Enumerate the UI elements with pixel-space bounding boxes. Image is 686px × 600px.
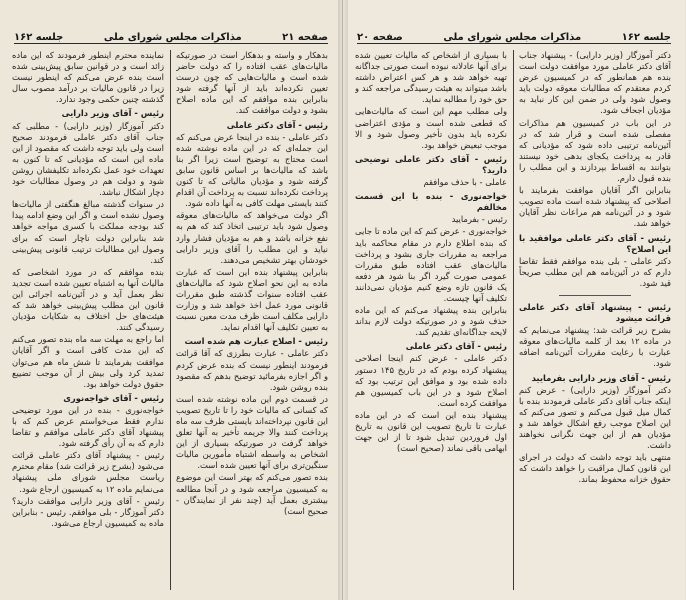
left-page-number: صفحه ۲۱	[282, 32, 328, 43]
speaker-line: رئیس - آقای دکتر عاملی	[405, 341, 507, 352]
speaker-line: رئیس - آقای دکتر عاملی توضیحی دارید؟	[355, 153, 507, 175]
speaker-line: خواجه‌نوری - بنده با این قسمت مخالفم	[355, 191, 507, 213]
paragraph: دکتر آموزگار (وزیر دارایی) - پیشنهاد جناب آقای دکتر عاملی مورد موافقت دولت است بنده هم همانطور که در کمیسیون عرض کردم معتقدم که مطالبات معوقه دولت باید وصول شود ولی در ضمن این کار نباید به مؤدیان اجحاف شود.	[519, 50, 671, 116]
paragraph: بنابراین پیشنهاد بنده این است که عبارت ماده به این نحو اصلاح شود که مالیات‌های عقب افتاده سنوات گذشته طبق مقررات قانونی مورد عمل اخذ خواهد شد و وزارت دارایی مکلف است ظرف مدت معین نسبت به تعیین تکلیف آنها اقدام نماید.	[176, 266, 328, 333]
right-page-session: جلسه ۱۶۲	[621, 32, 671, 43]
paragraph: رئیس - آقای وزیر دارایی موافقت دارید؟ دکتر آموزگار - بلی موافقم. رئیس - بنابراین ماده به کمیسیون ارجاع می‌شود.	[12, 495, 164, 528]
book-gutter	[338, 0, 348, 600]
paragraph: دکتر عاملی - بلی بنده موافقم فقط تقاضا دارم که در آئین‌نامه هم این مطلب صریحاً قید شود.	[519, 255, 671, 288]
paragraph: بشرح زیر قرائت شد: پیشنهاد می‌نمایم که در ماده ۱۲ بعد از کلمه مالیات‌های معوقه عبارت با رعایت مقررات آئین‌نامه اضافه شود.	[519, 325, 671, 369]
paragraph: در قسمت دوم این ماده نوشته شده است که کسانی که مالیات خود را تا تاریخ تصویب این قانون نپرداخته‌اند بایستی ظرف سه ماه پرداخت کنند والا جریمه تأخیر به آنها تعلق خواهد گرفت در صورتیکه بسیاری از این اشخاص به واسطه اشتباه مأمورین مالیات سنگین‌تری برای آنها تعیین شده است.	[176, 393, 328, 471]
paragraph: اما راجع به مهلت سه ماه بنده تصور می‌کنم که این مدت کافی است و اگر آقایان موافقت بفرمایند تا شش ماه هم می‌توان تمدید کرد ولی بیش از آن موجب تضییع حقوق دولت خواهد بود.	[12, 334, 164, 389]
speaker-line: رئیس - آقای دکتر عاملی موافقید با این اصلاح؟	[519, 232, 671, 254]
paragraph: با بسیاری از اشخاص که مالیات تعیین شده برای آنها عادلانه نبوده است صورتی جداگانه تهیه خواهد شد و هر کس اعتراض داشته باشد میتواند به هیئت رسیدگی مراجعه کند و حق خود را مطالبه نماید.	[355, 50, 507, 105]
paragraph: بنابراین اگر آقایان موافقت بفرمایند با اصلاحی که پیشنهاد شده است ماده تصویب شود و در آئین‌نامه هم مراعات نظر آقایان خواهد شد.	[519, 185, 671, 229]
paragraph: در این باب در کمیسیون هم مذاکرات مفصلی شده است و قرار شد که در آئین‌نامه ترتیبی داده شود که مؤدیانی که قادر به پرداخت یکجای بدهی خود نیستند بتوانند به اقساط بپردازند و این مطلب را بنده قبول دارم.	[519, 117, 671, 184]
left-page-header	[14, 27, 328, 44]
paragraph: خواجه‌نوری - عرض کنم که این ماده تا جایی که بنده اطلاع دارم در مقام محاکمه باید مراجعه به مقررات جاری بشود و پرداخت مالیات‌های عقب افتاده طبق مقررات عمومی صورت گیرد اگر بنا شود هر دفعه یک قانون تازه وضع کنیم مؤدیان نمی‌دانند تکلیف آنها چیست.	[355, 226, 507, 303]
left-page-column-divider	[170, 50, 171, 590]
right-page-header	[357, 27, 671, 44]
left-page-column-right	[176, 50, 328, 590]
right-page-number: صفحه ۲۰	[357, 32, 403, 43]
left-page-column-left	[12, 50, 164, 590]
paragraph: عاملی - با حذف موافقم	[423, 177, 507, 188]
paragraph: دکتر عاملی - بنده در اینجا عرض می‌کنم که این جمله‌ای که در این ماده نوشته شده است محتاج به توضیح است زیرا اگر بنا باشد که مالیات‌ها بر اساس قانون سابق گرفته شود و مؤدیان مالیاتی که تا کنون پرداخت نکرده‌اند نسبت به پرداخت آن اقدام کنند بایستی مهلت کافی به آنها داده شود.	[176, 131, 328, 209]
section-separator	[559, 295, 631, 296]
paragraph: دکتر عاملی - عبارت بطرزی که آقا قرائت فرمودند اینطور نیست که بنده عرض کردم و اگر اجازه بفرمائید توضیح بدهم که مقصود بنده روشن شود.	[176, 348, 328, 392]
right-page-title: مذاکرات مجلس شورای ملی	[443, 32, 582, 43]
speaker-line: رئیس - اصلاح عبارت هم شده است	[184, 336, 328, 347]
speaker-line: رئیس - آقای خواجه‌نوری	[63, 392, 164, 403]
right-page-column-right	[519, 50, 671, 590]
right-page	[343, 0, 685, 600]
paragraph: نماینده محترم اینطور فرمودند که این ماده زائد است و در قوانین سابق پیش‌بینی شده است بنده عرض می‌کنم که اینطور نیست زیرا در قانون مالیات بر درآمد مصوب سال گذشته چنین حکمی وجود ندارد.	[12, 50, 164, 105]
paragraph: خواجه‌نوری - بنده در این مورد توضیحی ندارم فقط می‌خواستم عرض کنم که با پیشنهاد آقای دکتر عاملی موافقم و تقاضا دارم که به آن رأی گرفته شود.	[12, 404, 164, 449]
paragraph: بدهکار و واسته و بدهکار است در صورتیکه مالیات‌های عقب افتاده را که دولت حاضر شده است و مالیات‌هایی که چون درست تعیین نکرده‌اند باید از آنها گرفته شود بنابراین بنده موافقم که این ماده اصلاح بشود و دولت موافقت کند.	[176, 50, 328, 116]
right-page-column-divider	[513, 50, 514, 590]
speaker-line: رئیس - آقای وزیر دارایی بفرمایید	[531, 372, 671, 383]
left-page-title: مذاکرات مجلس شورای ملی	[103, 32, 242, 43]
paragraph: دکتر آموزگار (وزیر دارایی) - مطلبی که جناب آقای دکتر عاملی فرمودند صحیح است ولی باید توجه داشت که مقصود از این ماده این است که مؤدیانی که تا کنون به تعهدات خود عمل نکرده‌اند تکلیفشان روشن شود و دولت هم در وصول مطالبات خود دچار اشکال نباشد.	[12, 120, 164, 198]
speaker-line: رئیس - آقای دکتر عاملی	[226, 119, 328, 130]
paragraph: بنده موافقم که در مورد اشخاصی که مالیات آنها به اشتباه تعیین شده است تجدید نظر بعمل آید و در آئین‌نامه اجرائی این قانون این مطلب پیش‌بینی خواهد شد که هیئت‌های حل اختلاف به شکایات مؤدیان رسیدگی کنند.	[12, 266, 164, 333]
paragraph: بنده تصور می‌کنم که بهتر است این موضوع به کمیسیون مراجعه شود و در آنجا مطالعه بیشتری بعمل آید (چند نفر از نمایندگان - صحیح است)	[176, 472, 328, 516]
left-page-session: جلسه ۱۶۲	[14, 32, 64, 43]
paragraph: رئیس - بفرمایید	[451, 214, 507, 225]
paragraph: پیشنهاد بنده این است که در این ماده عبارت تا تاریخ تصویب این قانون به تاریخ اول فروردین تبدیل شود تا از این جهت ابهامی باقی نماند (صحیح است)	[355, 409, 507, 454]
speaker-line: رئیس - پیشنهاد آقای دکتر عاملی قرائت میشود	[519, 301, 671, 324]
paragraph: اگر دولت می‌خواهد که مالیات‌های معوقه وصول شود باید ترتیبی اتخاذ کند که هم به نفع خزانه باشد و هم به مؤدیان فشار وارد نیاید و این مطلب را آقای وزیر دارایی خودشان بهتر تشخیص می‌دهند.	[176, 210, 328, 265]
paragraph: رئیس - پیشنهاد آقای دکتر عاملی قرائت می‌شود (بشرح زیر قرائت شد) مقام محترم ریاست مجلس شورای ملی پیشنهاد می‌نمایم ماده ۱۲ به کمیسیون ارجاع شود.	[12, 450, 164, 494]
paragraph: ولی مطلب مهم این است که مالیات‌هایی که قطعی شده است و مؤدی اعتراضی نکرده باید بدون تأخیر وصول شود و الا موجب تبعیض خواهد بود.	[355, 106, 507, 150]
paragraph: در سنوات گذشته مبالغ هنگفتی از مالیات‌ها وصول نشده است و اگر این وضع ادامه پیدا کند بودجه مملکت با کسری مواجه خواهد شد بنابراین دولت ناچار است که برای وصول این مطالبات ترتیب قانونی پیش‌بینی کند.	[12, 199, 164, 265]
paragraph: دکتر عاملی - عرض کنم اینجا اصلاحی پیشنهاد کرده بودم که در تاریخ ۱۴۵ دستور داده شده بود و موافق این ترتیب بود که اصلاح شود و در این باب کمیسیون هم موافقت کرده است.	[355, 353, 507, 408]
speaker-line: رئیس - آقای وزیر دارایی	[61, 108, 164, 119]
paragraph: منتهی باید توجه داشت که دولت در اجرای این قانون کمال مراقبت را خواهد داشت که حقوق خزانه محفوظ بماند.	[519, 452, 671, 485]
paragraph: بنابراین بنده پیشنهاد می‌کنم که این ماده حذف شود و در صورتیکه دولت لازم بداند لایحه جداگانه‌ای تقدیم کند.	[355, 305, 507, 338]
right-page-column-left	[355, 50, 507, 590]
paragraph: دکتر آموزگار (وزیر دارایی) - عرض کنم اینکه جناب آقای دکتر عاملی فرمودند بنده با کمال میل قبول می‌کنم و تصور می‌کنم که این اصلاح موجب رفع اشکال خواهد شد و مؤدیان هم از این جهت نگرانی نخواهند داشت.	[519, 384, 671, 451]
